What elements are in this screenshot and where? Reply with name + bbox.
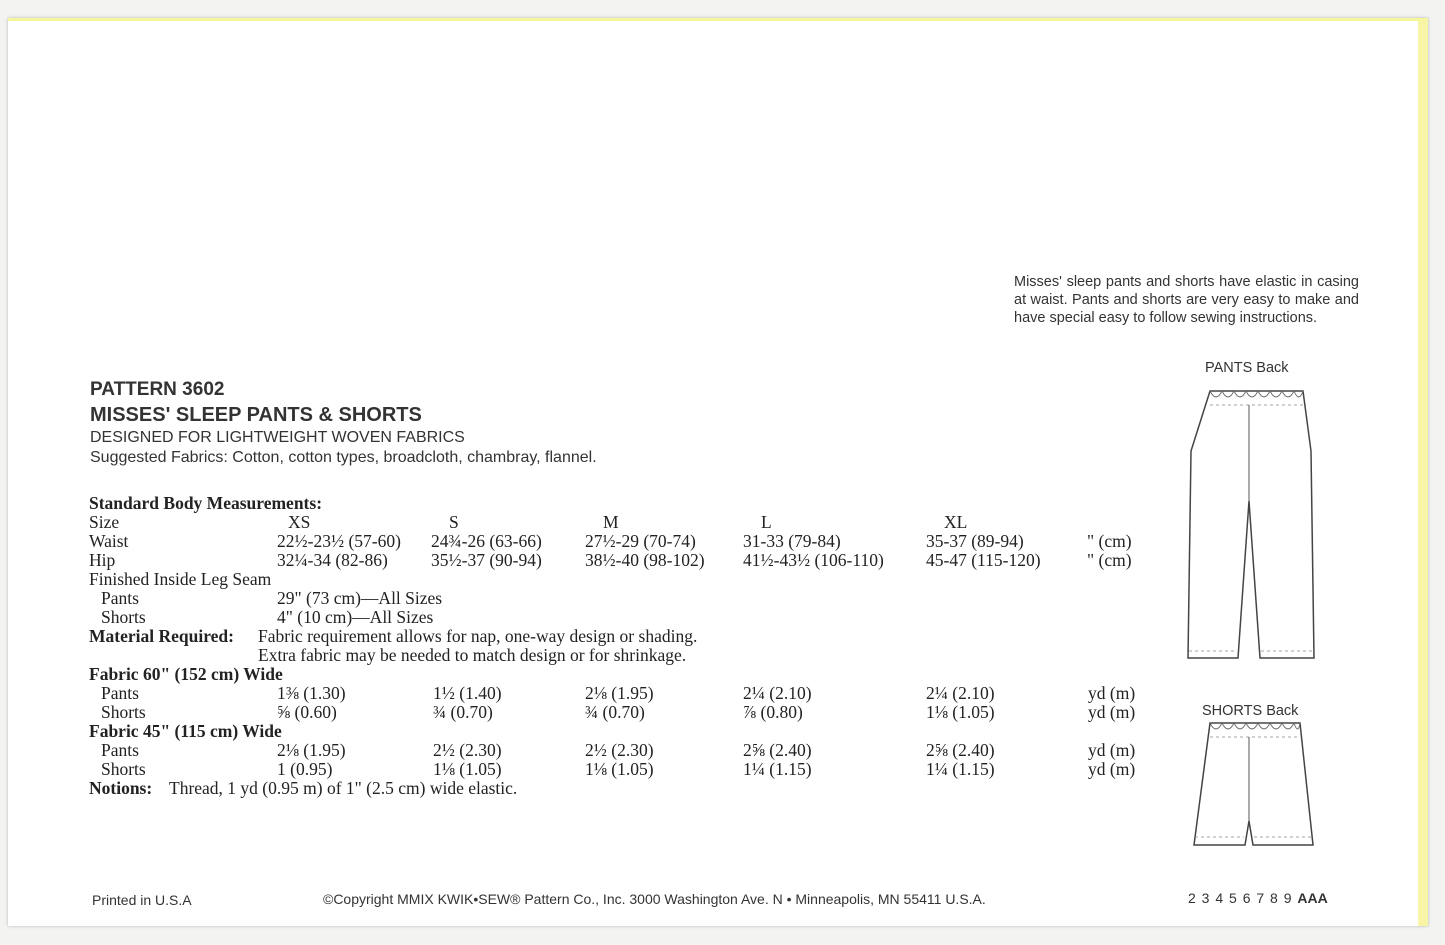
shorts-back-label: SHORTS Back bbox=[1202, 703, 1299, 719]
size-header: L bbox=[761, 512, 772, 532]
fabric60-label: Fabric 60" (152 cm) Wide bbox=[89, 664, 283, 684]
pattern-number: PATTERN 3602 bbox=[90, 379, 225, 400]
pants-back-label: PANTS Back bbox=[1205, 360, 1289, 376]
fabric60-pants-unit: yd (m) bbox=[1088, 683, 1136, 703]
fabric60-shorts-value: ¾ (0.70) bbox=[585, 702, 645, 722]
material-line-2: Extra fabric may be needed to match design or for shrinkage. bbox=[258, 645, 687, 665]
size-header: S bbox=[449, 512, 459, 532]
fabric45-shorts-value: 1¼ (1.15) bbox=[926, 759, 995, 779]
waist-value: 22½-23½ (57-60) bbox=[277, 531, 401, 551]
fabric45-shorts-label: Shorts bbox=[101, 759, 146, 779]
leg-seam-shorts-value: 4" (10 cm)—All Sizes bbox=[277, 607, 434, 627]
leg-seam-pants-label: Pants bbox=[101, 588, 139, 608]
waist-row bbox=[89, 531, 1289, 550]
fabric45-shorts-value: 1¼ (1.15) bbox=[743, 759, 812, 779]
fabric60-shorts-value: ⅞ (0.80) bbox=[743, 702, 803, 722]
size-header: XL bbox=[944, 512, 968, 532]
waist-value: 35-37 (89-94) bbox=[926, 531, 1024, 551]
hip-value: 41½-43½ (106-110) bbox=[743, 550, 884, 570]
fabric60-shorts-value: ⅝ (0.60) bbox=[277, 702, 337, 722]
size-label: Size bbox=[89, 512, 120, 532]
copyright: ©Copyright MMIX KWIK•SEW® Pattern Co., Inc. 3000 Washington Ave. N • Minneapolis, MN 55411 U.S.A. bbox=[323, 891, 986, 907]
fabric45-pants-unit: yd (m) bbox=[1088, 740, 1136, 760]
fabric45-shorts-value: 1⅛ (1.05) bbox=[433, 759, 502, 779]
fabric45-header-row bbox=[89, 721, 1289, 740]
leg-seam-pants-value: 29" (73 cm)—All Sizes bbox=[277, 588, 443, 608]
fabric45-pants-label: Pants bbox=[101, 740, 139, 760]
fabric60-pants-value: 2⅛ (1.95) bbox=[585, 683, 654, 703]
fabric45-pants-value: 2½ (2.30) bbox=[433, 740, 502, 760]
fabric45-pants-value: 2⅛ (1.95) bbox=[277, 740, 346, 760]
fabric45-pants-value: 2½ (2.30) bbox=[585, 740, 654, 760]
size-header: M bbox=[603, 512, 619, 532]
print-code-suffix: AAA bbox=[1297, 890, 1328, 906]
fabric60-pants-value: 2¼ (2.10) bbox=[743, 683, 812, 703]
measurements-title: Standard Body Measurements: bbox=[89, 493, 323, 513]
fabric60-shorts-value: 1⅛ (1.05) bbox=[926, 702, 995, 722]
material-row-2 bbox=[89, 645, 1289, 664]
waist-value: 24¾-26 (63-66) bbox=[431, 531, 542, 551]
fabric45-pants-row bbox=[89, 740, 1289, 759]
fabric60-shorts-value: ¾ (0.70) bbox=[433, 702, 493, 722]
hip-row bbox=[89, 550, 1289, 569]
fabric60-shorts-label: Shorts bbox=[101, 702, 146, 722]
material-row bbox=[89, 626, 1289, 645]
pattern-description: Misses' sleep pants and shorts have elastic in casing at waist. Pants and shorts are very easy to make and have special easy to follow sewing instructions. bbox=[1014, 274, 1359, 326]
leg-seam-shorts-row bbox=[89, 607, 1289, 626]
fabric60-shorts-row bbox=[89, 702, 1289, 721]
fabric60-pants-value: 1⅜ (1.30) bbox=[277, 683, 346, 703]
print-codes bbox=[1188, 890, 1328, 906]
waist-unit: " (cm) bbox=[1087, 531, 1132, 551]
hip-value: 38½-40 (98-102) bbox=[585, 550, 705, 570]
leg-seam-row bbox=[89, 569, 1289, 588]
measurements-title-row bbox=[89, 493, 1289, 512]
notions-label: Notions: bbox=[89, 778, 153, 798]
fabric60-pants-label: Pants bbox=[101, 683, 139, 703]
leg-seam-pants-row bbox=[89, 588, 1289, 607]
suggested-fabrics: Suggested Fabrics: Cotton, cotton types, broadcloth, chambray, flannel. bbox=[90, 449, 597, 466]
hip-value: 32¼-34 (82-86) bbox=[277, 550, 388, 570]
fabric45-pants-value: 2⅝ (2.40) bbox=[743, 740, 812, 760]
waist-value: 27½-29 (70-74) bbox=[585, 531, 696, 551]
material-label: Material Required: bbox=[89, 626, 234, 646]
fabric45-shorts-value: 1⅛ (1.05) bbox=[585, 759, 654, 779]
pants-back-illustration bbox=[1180, 381, 1320, 681]
fabric60-pants-value: 2¼ (2.10) bbox=[926, 683, 995, 703]
hip-unit: " (cm) bbox=[1087, 550, 1132, 570]
pattern-name: MISSES' SLEEP PANTS & SHORTS bbox=[90, 404, 422, 426]
fabric60-pants-value: 1½ (1.40) bbox=[433, 683, 502, 703]
measurement-table bbox=[89, 493, 1189, 833]
fabric60-shorts-unit: yd (m) bbox=[1088, 702, 1136, 722]
fabric45-pants-value: 2⅝ (2.40) bbox=[926, 740, 995, 760]
leg-seam-label: Finished Inside Leg Seam bbox=[89, 569, 272, 589]
designed-for: DESIGNED FOR LIGHTWEIGHT WOVEN FABRICS bbox=[90, 429, 465, 446]
hip-value: 45-47 (115-120) bbox=[926, 550, 1041, 570]
material-line-1: Fabric requirement allows for nap, one-way design or shading. bbox=[258, 626, 698, 646]
fabric60-pants-row bbox=[89, 683, 1289, 702]
fabric45-label: Fabric 45" (115 cm) Wide bbox=[89, 721, 282, 741]
notions-text: Thread, 1 yd (0.95 m) of 1" (2.5 cm) wide elastic. bbox=[169, 778, 518, 798]
fabric45-shorts-unit: yd (m) bbox=[1088, 759, 1136, 779]
fabric60-header-row bbox=[89, 664, 1289, 683]
size-header: XS bbox=[288, 512, 311, 532]
leg-seam-shorts-label: Shorts bbox=[101, 607, 146, 627]
pattern-envelope-back bbox=[8, 18, 1428, 926]
hip-value: 35½-37 (90-94) bbox=[431, 550, 542, 570]
hip-label: Hip bbox=[89, 550, 116, 570]
printed-in: Printed in U.S.A bbox=[92, 892, 192, 908]
shorts-back-illustration bbox=[1188, 721, 1318, 851]
fabric45-shorts-value: 1 (0.95) bbox=[277, 759, 333, 779]
print-code-numbers: 2 3 4 5 6 7 8 9 bbox=[1188, 890, 1293, 906]
size-row bbox=[89, 512, 1289, 531]
waist-label: Waist bbox=[89, 531, 129, 551]
fabric45-shorts-row bbox=[89, 759, 1289, 778]
waist-value: 31-33 (79-84) bbox=[743, 531, 841, 551]
notions-row bbox=[89, 778, 1289, 797]
